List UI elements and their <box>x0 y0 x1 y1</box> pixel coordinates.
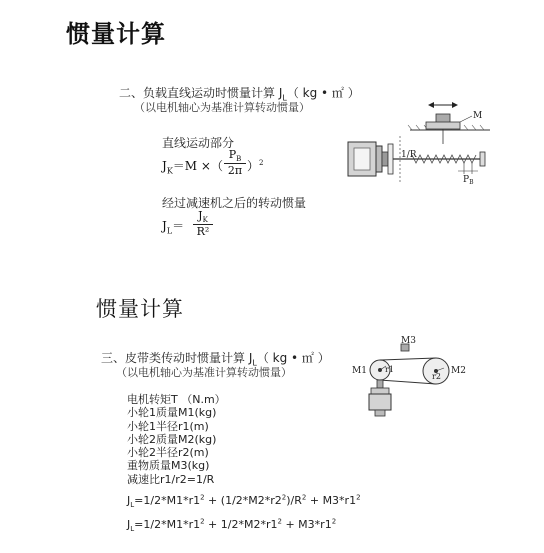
param-item: 小轮2质量M2(kg) <box>127 432 217 446</box>
section1-heading: 二、负载直线运动时惯量计算 $J_L$（ kg • ㎡ ） <box>119 86 360 103</box>
formula-jl-lhs: $J_L=$ <box>162 219 185 236</box>
pitch-label: $P_B$ <box>463 175 474 185</box>
formula-jk-fraction: $\frac{P_B}{2\pi}$ <box>224 148 246 177</box>
section2-heading: 三、皮带类传动时惯量计算 $J_L$（ kg • ㎡ ） <box>101 351 330 368</box>
page-title-1: 惯量计算 <box>66 20 166 48</box>
section2-note: （以电机轴心为基准计算转动惯量） <box>116 366 292 379</box>
parameter-list <box>127 393 226 486</box>
r2-label: r2 <box>432 372 441 381</box>
formula-jk-close: ）$^2$ <box>247 159 264 173</box>
param-item: 减速比r1/r2=1/R <box>127 472 215 486</box>
param-item: 小轮2半径r2(m) <box>127 446 209 460</box>
ratio-label: 1/R <box>401 150 417 160</box>
param-item: 小轮1半径r1(m) <box>127 419 209 433</box>
m3-label: M3 <box>401 336 416 346</box>
belt-formula-a: $J_L=1/2*M1*r1^2 + (1/2*M2*r2^2)/R^2 + M3*r1^2$ <box>127 493 361 510</box>
mass-label: M <box>473 111 483 121</box>
belt-formula-b: $J_L=1/2*M1*r1^2 + 1/2*M2*r1^2 + M3*r1^2$ <box>127 517 337 534</box>
page-title-2: 惯量计算 <box>96 297 184 321</box>
lead-screw-diagram <box>340 100 525 185</box>
formula-jl-fraction: $\frac{J_K}{\text{R²}}$ <box>193 209 213 238</box>
m2-label: M2 <box>451 366 466 376</box>
linear-part-label: 直线运动部分 <box>162 136 235 150</box>
formula-jk-lhs: $J_K=M$ ×（ <box>162 159 223 176</box>
reducer-label: 经过减速机之后的转动惯量 <box>162 196 307 210</box>
r1-label: r1 <box>385 365 394 374</box>
section1-note: （以电机轴心为基准计算转动惯量） <box>134 101 310 114</box>
param-item: 小轮1质量M1(kg) <box>127 406 217 420</box>
param-item: 重物质量M3(kg) <box>127 459 210 473</box>
m1-label: M1 <box>352 366 367 376</box>
param-item: 电机转矩T （N.m） <box>127 393 226 406</box>
belt-drive-diagram <box>350 336 470 421</box>
